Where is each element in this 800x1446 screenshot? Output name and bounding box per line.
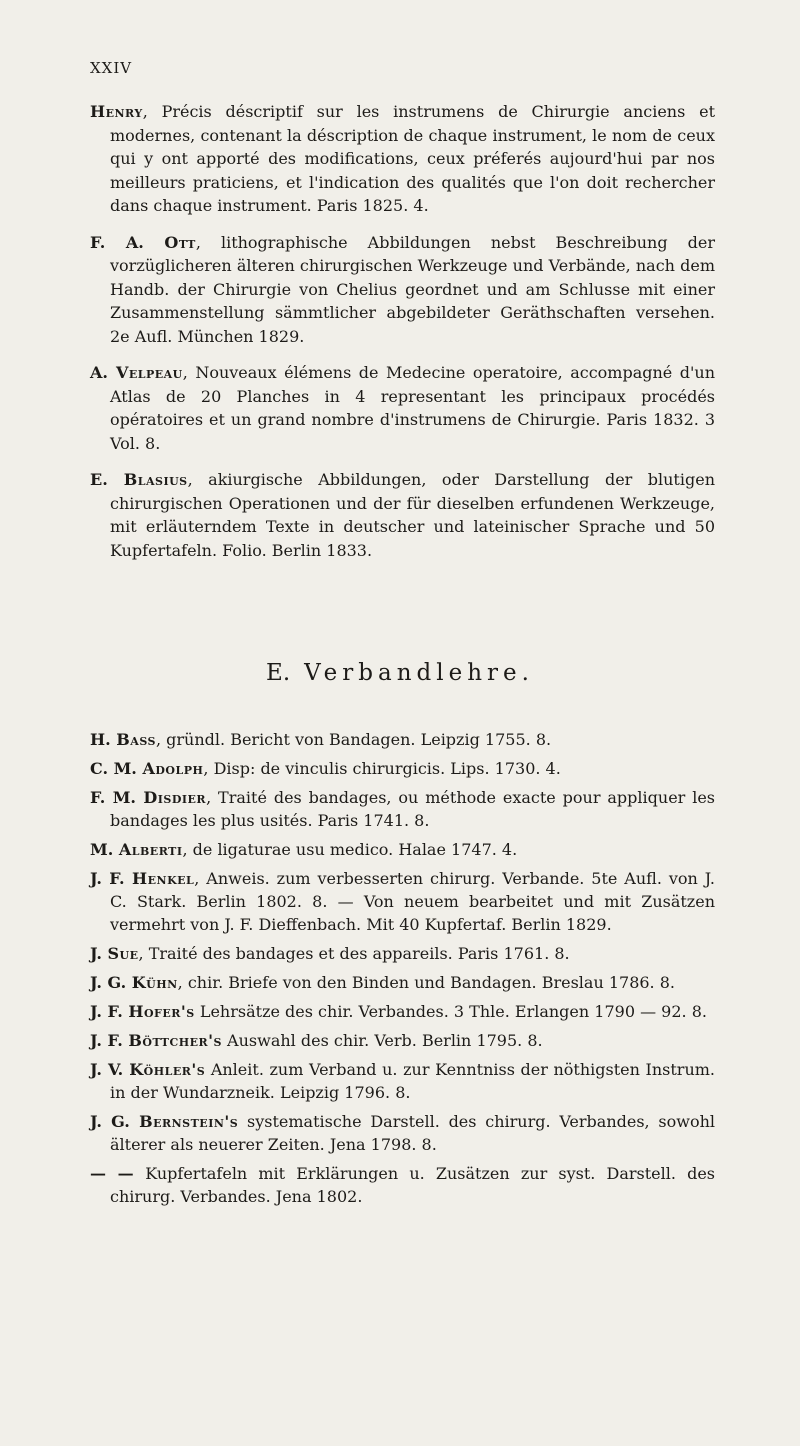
bibliography-entry [90,1000,715,1023]
author-name: Ott [164,232,196,252]
section-heading [0,660,800,686]
author-initials: H. [90,730,117,749]
entry-text: systematische Darstell. des chirurg. Verbandes, sowohl älterer als neuerer Zeiten. Jena 1798. 8. [110,1112,715,1154]
author-name: Böttcher's [128,1031,222,1050]
author-name: Velpeau [115,363,183,382]
entry-text: , Précis déscriptif sur les instrumens de Chirurgie anciens et modernes, contenant la déscription de chaque instrument, le nom de ceux qui y ont apporté des modifications, ceux préferés aujourd'hui par nos meilleurs praticiens, et l'indication des qualités que l'on doit rechercher dans chaque instrument. Paris 1825. 4. [110,102,715,215]
author-initials: J. G. [90,1112,140,1131]
author-initials: F. A. [90,232,165,252]
author-initials: F. M. [90,788,144,807]
entry-text: , Nouveaux élémens de Medecine operatoire, accompagné d'un Atlas de 20 Planches in 4 representant les principaux procédés opératoires et un grand nombre d'instrumens de Chirurgie. Paris 1832. 3 Vol. 8. [110,363,715,453]
entry-text: , chir. Briefe von den Binden und Bandagen. Breslau 1786. 8. [177,973,675,992]
entry-text: , gründl. Bericht von Bandagen. Leipzig 1755. 8. [155,730,552,749]
author-name: Köhler's [129,1060,206,1079]
author-name: Hofer's [128,1002,195,1021]
author-initials: J. F. [90,1002,129,1021]
author-initials: — — [90,1164,146,1183]
bibliography-entry [90,757,715,780]
author-name: Bass [116,730,156,749]
entry-text: Anleit. zum Verband u. zur Kenntniss der nöthigsten Instrum. in der Wundarzneik. Leipzig 1796. 8. [110,1060,716,1102]
bibliography-entry [90,838,715,861]
bibliography-entry [90,1058,715,1104]
author-initials: J. V. [90,1060,130,1079]
author-initials: J. [90,944,108,963]
bibliography-entry [90,231,715,349]
entry-text: , Anweis. zum verbesserten chirurg. Verbande. 5te Aufl. von J. C. Stark. Berlin 1802. 8. — Von neuem bearbeitet und mit Zusätzen vermehrt von J. F. Dieffenbach. Mit 40 Kupfertaf. Berlin 1829. [110,869,716,934]
entry-text: , Traité des bandages, ou méthode exacte pour appliquer les bandages les plus usités. Paris 1741. 8. [110,788,715,830]
bibliography-entry [90,1162,715,1208]
entry-text: Kupfertafeln mit Erklärungen u. Zusätzen zur syst. Darstell. des chirurg. Verbandes. Jena 1802. [110,1164,716,1206]
author-initials: A. [90,363,116,382]
bibliography-list-bottom [90,728,715,1214]
entry-text: , Disp: de vinculis chirurgicis. Lips. 1730. 4. [203,759,561,778]
section-letter: E. [266,660,291,686]
bibliography-entry [90,942,715,965]
author-name: Blasius [123,470,188,489]
entry-text: Auswahl des chir. Verb. Berlin 1795. 8. [221,1031,543,1050]
author-initials: E. [90,470,124,489]
entry-text: , lithographische Abbildungen nebst Beschreibung der vorzüglicheren älteren chirurgischen Werkzeuge und Verbände, nach dem Handb. der Chirurgie von Chelius geordnet und am Schlusse mit einer Zusammenstellung sämmtlicher abgebildeter Geräthschaften versehen. 2e Aufl. München 1829. [110,232,715,346]
author-initials: J. G. [90,973,132,992]
author-name: Sue [107,944,139,963]
bibliography-entry [90,468,715,562]
author-name: Henkel [132,869,195,888]
bibliography-entry [90,786,715,832]
author-name: Adolph [142,759,204,778]
entry-text: , akiurgische Abbildungen, oder Darstellung der blutigen chirurgischen Operationen und der für dieselben erfundenen Werkzeuge, mit erläuterndem Texte in deutscher und lateinischer Sprache und 50 Kupfertafeln. Folio. Berlin 1833. [110,470,715,560]
author-name: Henry [90,102,143,121]
entry-text: Lehrsätze des chir. Verbandes. 3 Thle. Erlangen 1790 — 92. 8. [194,1002,707,1021]
bibliography-entry [90,1029,715,1052]
entry-text: , Traité des bandages et des appareils. Paris 1761. 8. [138,944,570,963]
bibliography-list-top [90,100,715,575]
author-name: Alberti [118,840,183,859]
author-initials: J. F. [90,869,133,888]
bibliography-entry [90,728,715,751]
entry-text: , de ligaturae usu medico. Halae 1747. 4. [182,840,518,859]
section-title: Verbandlehre. [304,660,534,686]
page-number: XXIV [90,59,133,77]
bibliography-entry [90,867,715,936]
author-name: Kühn [131,973,178,992]
bibliography-entry [90,971,715,994]
bibliography-entry [90,100,715,218]
bibliography-entry [90,1110,715,1156]
author-name: Bernstein's [139,1112,239,1131]
bibliography-entry [90,361,715,455]
author-initials: M. [90,840,119,859]
author-initials: C. M. [90,759,143,778]
author-name: Disdier [143,788,207,807]
author-initials: J. F. [90,1031,129,1050]
